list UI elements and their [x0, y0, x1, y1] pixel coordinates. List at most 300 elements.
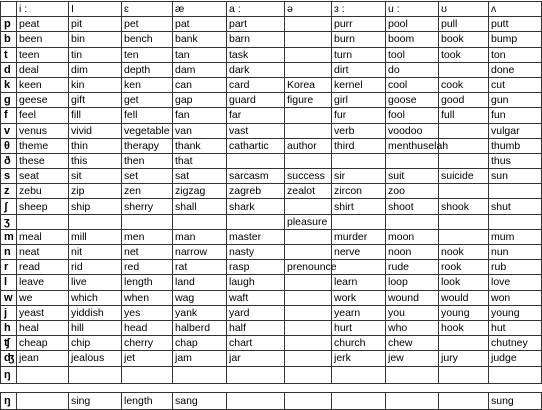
table-cell — [332, 392, 386, 409]
table-cell: zigzag — [173, 184, 227, 199]
table-cell — [439, 336, 489, 351]
table-cell — [285, 290, 332, 305]
table-cell: look — [439, 275, 489, 290]
table-cell: chutney — [489, 336, 542, 351]
consonant-symbol-cell: d — [1, 62, 17, 77]
table-cell: pool — [386, 17, 439, 32]
table-cell: sherry — [122, 199, 173, 214]
table-cell: loop — [386, 275, 439, 290]
table-cell: ʊ — [439, 2, 489, 17]
consonant-symbol-cell: j — [1, 305, 17, 320]
table-cell: fell — [122, 108, 173, 123]
table-cell: author — [285, 138, 332, 153]
table-cell: meal — [17, 229, 69, 244]
table-cell: vivid — [69, 123, 122, 138]
table-cell: bump — [489, 32, 542, 47]
table-cell — [489, 214, 542, 229]
table-cell: do — [386, 62, 439, 77]
table-cell: good — [439, 93, 489, 108]
table-cell: jew — [386, 351, 439, 366]
consonant-symbol-cell: k — [1, 77, 17, 92]
table-cell: rook — [439, 260, 489, 275]
table-cell: leave — [17, 275, 69, 290]
table-row — [1, 305, 542, 320]
table-cell — [17, 214, 69, 229]
table-cell: sung — [489, 392, 542, 409]
table-cell: Korea — [285, 77, 332, 92]
table-cell — [285, 275, 332, 290]
consonant-symbol-cell: p — [1, 17, 17, 32]
table-cell: u : — [386, 2, 439, 17]
table-cell: yeast — [17, 305, 69, 320]
table-cell: chap — [173, 336, 227, 351]
table-cell: jean — [17, 351, 69, 366]
table-cell: murder — [332, 229, 386, 244]
table-cell: would — [439, 290, 489, 305]
table-cell: master — [227, 229, 285, 244]
table-row — [1, 214, 542, 229]
table-cell: which — [69, 290, 122, 305]
table-cell: this — [69, 153, 122, 168]
consonant-symbol-cell: l — [1, 275, 17, 290]
consonant-symbol-cell: ŋ — [1, 392, 17, 409]
table-cell: shook — [439, 199, 489, 214]
table-cell: i : — [17, 2, 69, 17]
table-row — [1, 245, 542, 260]
table-row — [1, 17, 542, 32]
table-cell: tin — [69, 47, 122, 62]
table-cell: cherry — [122, 336, 173, 351]
table-cell: goose — [386, 93, 439, 108]
table-cell — [285, 62, 332, 77]
spacer-cell — [1, 383, 542, 392]
table-cell: sir — [332, 169, 386, 184]
table-cell: sat — [173, 169, 227, 184]
table-cell — [386, 392, 439, 409]
table-cell: menthuselah — [386, 138, 439, 153]
table-cell — [439, 62, 489, 77]
table-cell: rub — [489, 260, 542, 275]
table-cell: sang — [173, 392, 227, 409]
spacer-row — [1, 383, 542, 392]
table-row — [1, 351, 542, 366]
table-cell: vulgar — [489, 123, 542, 138]
table-cell: chew — [386, 336, 439, 351]
table-cell: yearn — [332, 305, 386, 320]
table-cell: sheep — [17, 199, 69, 214]
phoneme-table — [0, 1, 542, 410]
table-cell: wag — [173, 290, 227, 305]
table-cell: jam — [173, 351, 227, 366]
table-cell: vegetable — [122, 123, 173, 138]
table-cell: nun — [489, 245, 542, 260]
table-cell: chip — [69, 336, 122, 351]
table-cell: gap — [173, 93, 227, 108]
table-cell: neat — [17, 245, 69, 260]
table-cell: ten — [122, 47, 173, 62]
table-cell: vast — [227, 123, 285, 138]
table-cell: done — [489, 62, 542, 77]
table-cell: rat — [173, 260, 227, 275]
table-cell — [285, 108, 332, 123]
table-cell: dim — [69, 62, 122, 77]
table-cell — [439, 229, 489, 244]
consonant-symbol-cell: ð — [1, 153, 17, 168]
table-row — [1, 275, 542, 290]
table-cell: jealous — [69, 351, 122, 366]
table-cell — [173, 366, 227, 383]
table-cell: pat — [173, 17, 227, 32]
table-row — [1, 153, 542, 168]
table-cell: nerve — [332, 245, 386, 260]
table-cell: thumb — [489, 138, 542, 153]
table-row — [1, 62, 542, 77]
table-row — [1, 260, 542, 275]
table-row — [1, 169, 542, 184]
table-cell: thus — [489, 153, 542, 168]
table-cell: net — [122, 245, 173, 260]
consonant-symbol-cell: ʒ — [1, 214, 17, 229]
table-cell: that — [173, 153, 227, 168]
table-cell: peat — [17, 17, 69, 32]
table-row-ng — [1, 392, 542, 409]
table-cell: yard — [227, 305, 285, 320]
table-cell: hill — [69, 320, 122, 335]
table-cell — [285, 123, 332, 138]
table-cell: gift — [69, 93, 122, 108]
table-cell: fool — [386, 108, 439, 123]
table-cell: red — [122, 260, 173, 275]
table-cell — [227, 392, 285, 409]
consonant-symbol-cell: m — [1, 229, 17, 244]
table-row — [1, 138, 542, 153]
table-cell: yes — [122, 305, 173, 320]
table-cell: won — [489, 290, 542, 305]
table-cell: dam — [173, 62, 227, 77]
table-cell — [332, 153, 386, 168]
table-cell: sarcasm — [227, 169, 285, 184]
table-row — [1, 199, 542, 214]
table-row — [1, 320, 542, 335]
table-row — [1, 290, 542, 305]
table-cell: sit — [69, 169, 122, 184]
table-cell: ton — [489, 47, 542, 62]
table-cell: bench — [122, 32, 173, 47]
table-row — [1, 336, 542, 351]
table-cell: I — [69, 2, 122, 17]
table-cell: rude — [386, 260, 439, 275]
table-cell: yank — [173, 305, 227, 320]
table-cell: deal — [17, 62, 69, 77]
table-cell — [439, 392, 489, 409]
table-cell: read — [17, 260, 69, 275]
consonant-symbol-cell: h — [1, 320, 17, 335]
table-cell: success — [285, 169, 332, 184]
table-cell: narrow — [173, 245, 227, 260]
table-cell — [285, 320, 332, 335]
table-cell: card — [227, 77, 285, 92]
table-cell: took — [439, 47, 489, 62]
table-cell: zealot — [285, 184, 332, 199]
table-cell: half — [227, 320, 285, 335]
table-cell — [285, 199, 332, 214]
table-cell: zoo — [386, 184, 439, 199]
table-cell: ɜ : — [332, 2, 386, 17]
table-cell: keen — [17, 77, 69, 92]
table-cell: moon — [386, 229, 439, 244]
table-cell — [285, 245, 332, 260]
table-cell: bin — [69, 32, 122, 47]
table-cell: wound — [386, 290, 439, 305]
table-cell — [285, 351, 332, 366]
table-cell: when — [122, 290, 173, 305]
table-cell: ɛ — [122, 2, 173, 17]
consonant-symbol-cell: t — [1, 47, 17, 62]
table-cell: hurt — [332, 320, 386, 335]
table-cell: shark — [227, 199, 285, 214]
table-cell: these — [17, 153, 69, 168]
table-cell — [285, 17, 332, 32]
table-cell: mum — [489, 229, 542, 244]
table-cell: æ — [173, 2, 227, 17]
table-cell: pull — [439, 17, 489, 32]
consonant-symbol-cell: n — [1, 245, 17, 260]
table-cell: jet — [122, 351, 173, 366]
table-cell: kernel — [332, 77, 386, 92]
table-cell: been — [17, 32, 69, 47]
table-cell: suicide — [439, 169, 489, 184]
table-cell: full — [439, 108, 489, 123]
table-cell — [122, 366, 173, 383]
table-cell: zagreb — [227, 184, 285, 199]
consonant-symbol-cell — [1, 2, 17, 17]
table-cell — [386, 366, 439, 383]
table-cell: purr — [332, 17, 386, 32]
table-cell: cool — [386, 77, 439, 92]
table-cell: nasty — [227, 245, 285, 260]
table-cell: bank — [173, 32, 227, 47]
table-cell — [69, 366, 122, 383]
table-cell: love — [489, 275, 542, 290]
table-cell: cheap — [17, 336, 69, 351]
table-cell: theme — [17, 138, 69, 153]
table-row — [1, 93, 542, 108]
table-row — [1, 366, 542, 383]
table-cell: kin — [69, 77, 122, 92]
table-cell: mill — [69, 229, 122, 244]
table-cell: man — [173, 229, 227, 244]
table-cell: therapy — [122, 138, 173, 153]
table-cell: learn — [332, 275, 386, 290]
table-cell: hook — [439, 320, 489, 335]
table-cell — [489, 184, 542, 199]
consonant-symbol-cell: ŋ — [1, 366, 17, 383]
table-cell — [17, 392, 69, 409]
table-cell: zebu — [17, 184, 69, 199]
table-cell: van — [173, 123, 227, 138]
table-cell: land — [173, 275, 227, 290]
table-cell: cut — [489, 77, 542, 92]
table-cell: heal — [17, 320, 69, 335]
table-cell — [285, 153, 332, 168]
table-cell — [285, 336, 332, 351]
table-cell: zip — [69, 184, 122, 199]
table-row — [1, 77, 542, 92]
table-cell: burn — [332, 32, 386, 47]
table-cell: ə — [285, 2, 332, 17]
consonant-symbol-cell: r — [1, 260, 17, 275]
table-row — [1, 32, 542, 47]
table-cell: who — [386, 320, 439, 335]
table-cell — [489, 366, 542, 383]
table-cell: feel — [17, 108, 69, 123]
table-cell: live — [69, 275, 122, 290]
table-cell — [69, 214, 122, 229]
table-cell: get — [122, 93, 173, 108]
table-cell: set — [122, 169, 173, 184]
table-cell: can — [173, 77, 227, 92]
table-cell: fill — [69, 108, 122, 123]
table-cell — [227, 214, 285, 229]
table-cell: guard — [227, 93, 285, 108]
table-cell: sing — [69, 392, 122, 409]
consonant-symbol-cell: g — [1, 93, 17, 108]
table-cell: waft — [227, 290, 285, 305]
table-cell: depth — [122, 62, 173, 77]
table-cell: head — [122, 320, 173, 335]
table-cell: hut — [489, 320, 542, 335]
table-cell: noon — [386, 245, 439, 260]
table-cell: you — [386, 305, 439, 320]
table-row — [1, 184, 542, 199]
table-cell: thin — [69, 138, 122, 153]
table-cell: a : — [227, 2, 285, 17]
table-cell: zircon — [332, 184, 386, 199]
table-cell: shirt — [332, 199, 386, 214]
table-cell: sun — [489, 169, 542, 184]
table-cell: shall — [173, 199, 227, 214]
table-cell — [439, 123, 489, 138]
table-cell — [285, 47, 332, 62]
table-cell: gun — [489, 93, 542, 108]
table-cell: suit — [386, 169, 439, 184]
table-cell: thank — [173, 138, 227, 153]
table-cell — [227, 366, 285, 383]
phoneme-table-body — [1, 2, 542, 410]
table-cell: length — [122, 392, 173, 409]
table-cell: pet — [122, 17, 173, 32]
table-cell: ship — [69, 199, 122, 214]
table-cell — [386, 214, 439, 229]
table-cell — [332, 366, 386, 383]
table-row — [1, 108, 542, 123]
table-cell: work — [332, 290, 386, 305]
table-cell: verb — [332, 123, 386, 138]
table-cell: ʌ — [489, 2, 542, 17]
table-cell: far — [227, 108, 285, 123]
table-cell — [332, 214, 386, 229]
table-cell: we — [17, 290, 69, 305]
table-cell — [122, 214, 173, 229]
table-cell: halberd — [173, 320, 227, 335]
table-cell: cook — [439, 77, 489, 92]
table-cell — [285, 32, 332, 47]
table-cell: then — [122, 153, 173, 168]
table-cell: prenounce — [285, 260, 332, 275]
table-cell: fur — [332, 108, 386, 123]
table-cell — [439, 366, 489, 383]
table-cell: tool — [386, 47, 439, 62]
table-row — [1, 123, 542, 138]
consonant-symbol-cell: z — [1, 184, 17, 199]
table-cell: pit — [69, 17, 122, 32]
table-row — [1, 47, 542, 62]
table-cell: men — [122, 229, 173, 244]
table-cell — [285, 229, 332, 244]
table-cell: ken — [122, 77, 173, 92]
table-cell: shut — [489, 199, 542, 214]
table-cell: task — [227, 47, 285, 62]
table-cell: shoot — [386, 199, 439, 214]
table-cell: young — [489, 305, 542, 320]
table-cell: rasp — [227, 260, 285, 275]
table-cell: third — [332, 138, 386, 153]
table-cell: laugh — [227, 275, 285, 290]
table-cell — [285, 366, 332, 383]
table-cell: jerk — [332, 351, 386, 366]
table-cell: judge — [489, 351, 542, 366]
table-cell: tan — [173, 47, 227, 62]
table-cell: barn — [227, 32, 285, 47]
table-cell — [439, 153, 489, 168]
table-cell: fan — [173, 108, 227, 123]
table-cell: chart — [227, 336, 285, 351]
table-cell: boom — [386, 32, 439, 47]
consonant-symbol-cell: ʃ — [1, 199, 17, 214]
table-cell: dirt — [332, 62, 386, 77]
table-cell: part — [227, 17, 285, 32]
consonant-symbol-cell: f — [1, 108, 17, 123]
table-cell: cathartic — [227, 138, 285, 153]
table-cell: seat — [17, 169, 69, 184]
table-cell — [285, 392, 332, 409]
table-row — [1, 229, 542, 244]
table-cell: teen — [17, 47, 69, 62]
table-cell: dark — [227, 62, 285, 77]
table-cell — [439, 184, 489, 199]
consonant-symbol-cell: θ — [1, 138, 17, 153]
table-cell: jar — [227, 351, 285, 366]
consonant-symbol-cell: s — [1, 169, 17, 184]
table-cell: pleasure — [285, 214, 332, 229]
table-cell — [17, 366, 69, 383]
consonant-symbol-cell: ʤ — [1, 351, 17, 366]
table-cell: girl — [332, 93, 386, 108]
table-cell — [227, 153, 285, 168]
table-cell — [439, 214, 489, 229]
table-cell: putt — [489, 17, 542, 32]
table-cell: rid — [69, 260, 122, 275]
consonant-symbol-cell: ʧ — [1, 336, 17, 351]
table-cell: venus — [17, 123, 69, 138]
table-cell — [173, 214, 227, 229]
header-row — [1, 2, 542, 17]
table-cell: geese — [17, 93, 69, 108]
table-cell: jury — [439, 351, 489, 366]
table-cell: nook — [439, 245, 489, 260]
table-cell: voodoo — [386, 123, 439, 138]
consonant-symbol-cell: b — [1, 32, 17, 47]
